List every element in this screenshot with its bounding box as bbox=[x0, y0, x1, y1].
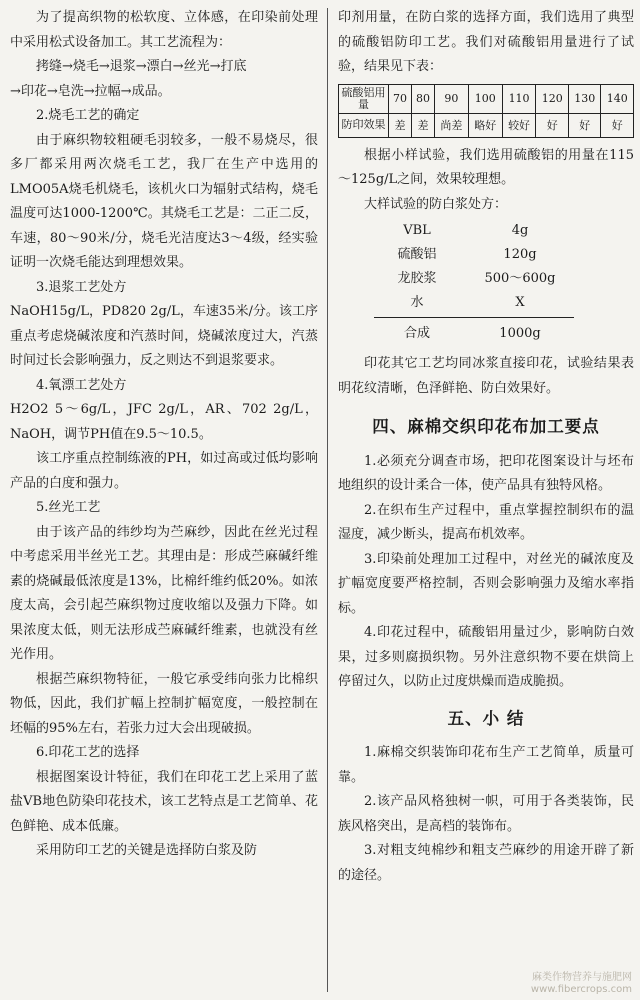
section-4-title: 4.氧漂工艺处方 bbox=[36, 377, 127, 393]
recipe-amount: X bbox=[515, 295, 525, 310]
table-cell: 70 bbox=[389, 84, 412, 113]
recipe-item: 硫酸铝 bbox=[397, 247, 437, 262]
table-row-amount bbox=[339, 84, 634, 113]
section-4-recipe: H2O2 5～6g/L，JFC 2g/L，AR、702 2g/L，NaOH，调节PH值在9.5～10.5。 bbox=[10, 402, 318, 442]
process-flow-line-1: 拷缝→烧毛→退浆→漂白→丝光→打底 bbox=[36, 59, 247, 74]
table-cell: 较好 bbox=[502, 113, 536, 137]
recipe-item: 龙胶浆 bbox=[397, 271, 437, 286]
point-4-3: 3.印染前处理加工过程中，对丝光的碱浓度及扩幅宽度要严格控制，否则会影响强力及缩水率指标。 bbox=[338, 551, 634, 616]
table-cell: 130 bbox=[568, 84, 600, 113]
recipe-amount: 4g bbox=[511, 223, 529, 238]
recipe-total-row bbox=[374, 322, 634, 346]
intro-paragraph: 为了提高织物的松软度、立体感，在印染前处理中采用松式设备加工。其工艺流程为： bbox=[10, 10, 318, 50]
process-flow-line-2: →印花→皂洗→拉幅→成品。 bbox=[10, 83, 171, 99]
table-row-label: 防印效果 bbox=[339, 113, 389, 137]
after-table-paragraph: 根据小样试验，我们选用硫酸铝的用量在115～125g/L之间，效果较理想。 bbox=[338, 147, 634, 187]
aluminum-sulfate-table bbox=[338, 84, 634, 138]
recipe-amount: 120g bbox=[503, 247, 537, 262]
section-5-body-1: 由于该产品的纬纱均为苎麻纱，因此在丝光过程中考虑采用半丝光工艺。其理由是：形成苎麻碱纤维素的烧碱最低浓度是13%，比棉纤维约低20%。如浓度太高，会引起苎麻织物过度收缩以及强力下降。如果浓度太低，则无法形成苎麻碱纤维素，也就没有丝光作用。 bbox=[10, 524, 318, 662]
table-row-effect bbox=[339, 113, 634, 137]
table-row-label: 硫酸铝用量 bbox=[339, 84, 389, 113]
after-recipe-paragraph: 印花其它工艺均同冰浆直接印花，试验结果表明花纹清晰，色泽鲜艳、防白效果好。 bbox=[338, 356, 634, 396]
column-divider bbox=[327, 8, 328, 992]
table-cell: 140 bbox=[601, 84, 634, 113]
summary-3: 3.对粗支纯棉纱和粗支苎麻纱的用途开辟了新的途径。 bbox=[338, 843, 634, 883]
recipe-row bbox=[374, 291, 634, 315]
table-cell: 差 bbox=[389, 113, 412, 137]
table-cell: 90 bbox=[435, 84, 469, 113]
summary-2: 2.该产品风格独树一帜，可用于各类装饰，民族风格突出，是高档的装饰布。 bbox=[338, 794, 634, 834]
recipe-item: VBL bbox=[403, 223, 431, 238]
table-cell: 110 bbox=[502, 84, 536, 113]
recipe-total-label: 合成 bbox=[403, 326, 430, 341]
section-6-body-1: 根据图案设计特征，我们在印花工艺上采用了蓝盐VB地色防染印花技术，该工艺特点是工艺简单、花色鲜艳、成本低廉。 bbox=[10, 769, 318, 834]
section-2-title: 2.烧毛工艺的确定 bbox=[36, 108, 140, 123]
table-cell: 尚差 bbox=[435, 113, 469, 137]
table-cell: 差 bbox=[412, 113, 435, 137]
section-6-body-2: 采用防印工艺的关键是选择防白浆及防 bbox=[36, 843, 258, 858]
watermark-line-2: www.fibercrops.com bbox=[530, 984, 632, 995]
table-cell: 100 bbox=[468, 84, 502, 113]
point-4-2: 2.在织布生产过程中，重点掌握控制织布的温湿度，减少断头，提高布机效率。 bbox=[338, 502, 634, 542]
recipe-row bbox=[374, 219, 634, 243]
recipe-list bbox=[374, 219, 634, 346]
recipe-total-amount: 1000g bbox=[499, 326, 541, 341]
section-4-body: 该工序重点控制练液的PH，如过高或过低均影响产品的白度和强力。 bbox=[10, 451, 318, 491]
site-watermark bbox=[531, 972, 632, 996]
table-cell: 略好 bbox=[468, 113, 502, 137]
recipe-amount: 500～600g bbox=[484, 271, 556, 286]
section-3-title: 3.退浆工艺处方 bbox=[36, 279, 127, 295]
right-column bbox=[338, 6, 634, 888]
summary-1: 1.麻棉交织装饰印花布生产工艺简单，质量可靠。 bbox=[338, 745, 634, 785]
recipe-row bbox=[374, 267, 634, 291]
table-cell: 好 bbox=[536, 113, 568, 137]
table-cell: 好 bbox=[568, 113, 600, 137]
section-3-body: NaOH15g/L，PD820 2g/L，车速35米/分。该工序重点考虑烧碱浓度和汽蒸时间，烧碱浓度过大，汽蒸时间过长会影响强力，反之则达不到退浆要求。 bbox=[10, 304, 318, 368]
table-cell: 120 bbox=[536, 84, 568, 113]
section-2-body: 由于麻织物较粗硬毛羽较多，一般不易烧尽，很多厂都采用两次烧毛工艺，我厂在生产中选用的LMO05A烧毛机烧毛，该机火口为辐射式结构，烧毛温度可达1000-1200℃。其烧毛工艺是：二正二反，车速，80～90米/分，烧毛光洁度达3～4级，经实验证明一次烧毛能达到理想效果。 bbox=[10, 132, 318, 270]
recipe-title: 大样试验的防白浆处方： bbox=[364, 196, 508, 212]
section-4-heading: 四、麻棉交织印花布加工要点 bbox=[372, 417, 600, 436]
recipe-row bbox=[374, 243, 634, 267]
watermark-line-1: 麻类作物营养与施肥网 bbox=[532, 972, 632, 983]
left-column bbox=[10, 6, 318, 864]
point-4-4: 4.印花过程中，硫酸铝用量过少，影响防白效果，过多则腐损织物。另外注意织物不要在烘筒上停留过久，以防止过度烘燥而造成脆损。 bbox=[338, 625, 634, 689]
table-cell: 80 bbox=[412, 84, 435, 113]
continued-paragraph: 印剂用量，在防白浆的选择方面，我们选用了典型的硫酸铝防印工艺。我们对硫酸铝用量进行了试验，结果见下表： bbox=[338, 10, 634, 74]
section-5-body-2: 根据苎麻织物特征，一般它承受纬向张力比棉织物低，因此，我们扩幅上控制扩幅宽度，一般控制在坯幅的95%左右，若张力过大会出现破损。 bbox=[10, 671, 318, 736]
section-6-title: 6.印花工艺的选择 bbox=[36, 745, 140, 760]
section-5-heading: 五、小 结 bbox=[447, 708, 525, 728]
section-5-title: 5.丝光工艺 bbox=[36, 500, 101, 515]
recipe-item: 水 bbox=[410, 295, 424, 310]
recipe-total-rule bbox=[374, 317, 574, 318]
table-cell: 好 bbox=[601, 113, 634, 137]
point-4-1: 1.必须充分调查市场，把印花图案设计与坯布地组织的设计柔合一体，使产品具有独特风格。 bbox=[338, 453, 634, 493]
